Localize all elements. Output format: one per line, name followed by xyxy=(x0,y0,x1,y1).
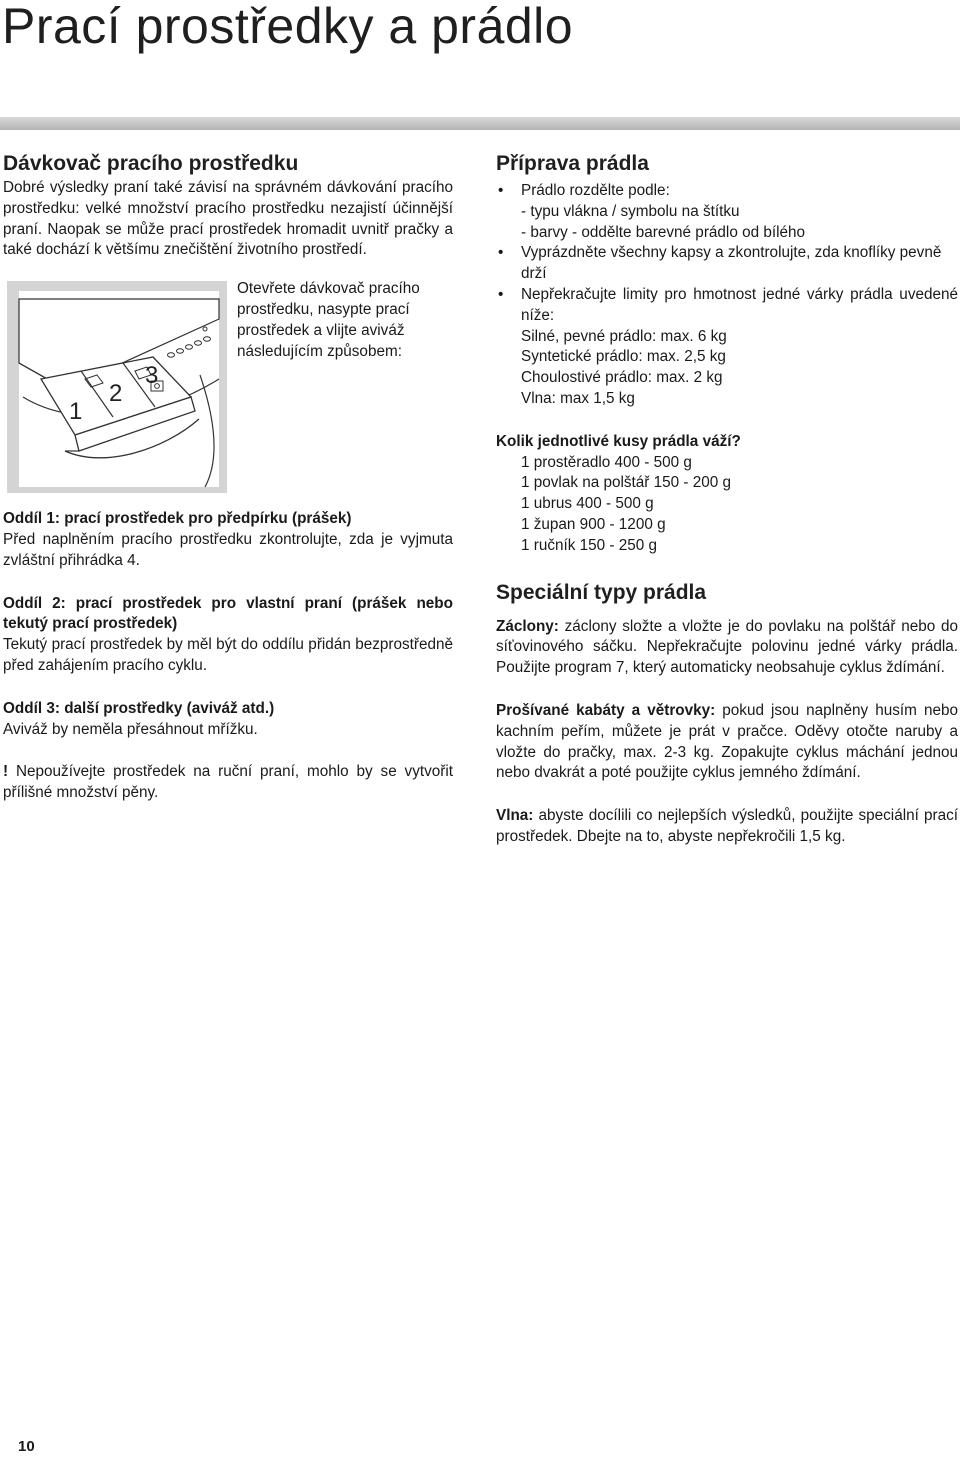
list-item xyxy=(496,181,958,243)
compartment-3-text: Aviváž by neměla přesáhnout mřížku. xyxy=(3,720,258,738)
special-heading: Speciální typy prádla xyxy=(496,580,707,604)
weight-bathrobe: 1 župan 900 - 1200 g xyxy=(521,515,666,533)
warning-icon: ! xyxy=(3,763,9,781)
curtains-label: Záclony: xyxy=(496,617,559,635)
wool-paragraph xyxy=(496,806,958,848)
coats-label: Prošívané kabáty a větrovky: xyxy=(496,701,716,719)
compartment-1-block xyxy=(3,509,453,571)
preparation-heading: Příprava prádla xyxy=(496,152,649,175)
compartment-label-2: 2 xyxy=(109,380,123,408)
detergent-drawer-illustration xyxy=(5,279,229,495)
dispenser-figure-row xyxy=(3,279,453,505)
compartment-2-block xyxy=(3,594,453,677)
weight-towel: 1 ručník 150 - 250 g xyxy=(521,536,658,554)
wool-text: abyste docílili co nejlepších výsledků, použijte speciální prací prostředek. Dbejte na to, abyste nepřekročili 1,5 kg. xyxy=(496,807,958,845)
warning-block xyxy=(3,762,453,804)
compartment-3-title: Oddíl 3: další prostředky (aviváž atd.) xyxy=(3,699,275,717)
curtains-text: záclony složte a vložte je do povlaku na polštář nebo do síťovinového sáčku. Nepřekračujte polovinu jedné várky prádla. Použijte program 7, který automaticky neobsahuje cyklus ždímání. xyxy=(496,617,958,677)
list-item xyxy=(496,285,958,410)
limit-wool: Vlna: max 1,5 kg xyxy=(521,389,635,407)
compartment-2-title: Oddíl 2: prací prostředek pro vlastní praní (prášek nebo tekutý prací prostředek) xyxy=(3,594,453,633)
compartment-1-text: Před naplněním pracího prostředku zkontrolujte, zda je vyjmuta zvláštní přihrádka 4. xyxy=(3,530,453,569)
list-item xyxy=(496,243,958,285)
bullet-sort: Prádlo rozdělte podle: xyxy=(521,182,670,199)
bullet-pockets: Vyprázdněte všechny kapsy a zkontrolujte, zda knoflíky pevně drží xyxy=(521,244,942,283)
dispenser-heading: Dávkovač pracího prostředku xyxy=(3,152,299,175)
limit-synthetic: Syntetické prádlo: max. 2,5 kg xyxy=(521,348,726,366)
dispenser-figure-caption: Otevřete dávkovač pracího prostředku, nasypte prací prostředek a vlijte aviváž následujícím způsobem: xyxy=(237,280,420,360)
bullet-limits: Nepřekračujte limity pro hmotnost jedné várky prádla uvedené níže: xyxy=(521,285,958,324)
limit-heavy: Silné, pevné prádlo: max. 6 kg xyxy=(521,327,727,345)
bullet-sort-fiber: - typu vlákna / symbolu na štítku xyxy=(521,202,740,220)
bullet-sort-color: - barvy - oddělte barevné prádlo od bílého xyxy=(521,223,806,241)
header-divider xyxy=(0,117,960,130)
compartment-3-block xyxy=(3,699,453,741)
coats-text: pokud jsou naplněny husím nebo kachním peřím, můžete je prát v pračce. Oděvy otočte naruby a vložte do pračky, max. 2-3 kg. Zopakujte cyklus máchání jednou nebo dvakrát a poté použijte cyklus jemného ždímání. xyxy=(496,701,958,782)
page-number: 10 xyxy=(18,1438,35,1455)
compartment-2-text: Tekutý prací prostředek by měl být do oddílu přidán bezprostředně před zahájením pracího cyklu. xyxy=(3,636,453,674)
page-title: Prací prostředky a prádlo xyxy=(2,0,574,54)
weight-pillowcase: 1 povlak na polštář 150 - 200 g xyxy=(521,474,732,492)
compartment-label-3: 3 xyxy=(145,362,159,390)
right-column xyxy=(496,150,958,848)
weights-list xyxy=(496,453,958,557)
coats-paragraph xyxy=(496,701,958,784)
compartment-label-1: 1 xyxy=(69,398,83,426)
curtains-paragraph xyxy=(496,617,958,679)
wool-label: Vlna: xyxy=(496,807,534,825)
dispenser-intro: Dobré výsledky praní také závisí na správném dávkování pracího prostředku: velké množství pracího prostředku nezajistí účinnější praní. Naopak se může prací prostředek hromadit uvnitř pračky a také dochází k většímu znečištění životního prostředí. xyxy=(3,179,453,259)
warning-text: Nepoužívejte prostředek na ruční praní, mohlo by se vytvořit přílišné množství pěny. xyxy=(3,763,454,802)
limit-delicate: Choulostivé prádlo: max. 2 kg xyxy=(521,369,723,387)
weights-heading: Kolik jednotlivé kusy prádla váží? xyxy=(496,432,741,450)
weight-sheet: 1 prostěradlo 400 - 500 g xyxy=(521,453,692,471)
left-column xyxy=(3,150,453,804)
compartment-1-title: Oddíl 1: prací prostředek pro předpírku (prášek) xyxy=(3,510,352,528)
weight-tablecloth: 1 ubrus 400 - 500 g xyxy=(521,495,654,513)
preparation-list xyxy=(496,181,958,410)
